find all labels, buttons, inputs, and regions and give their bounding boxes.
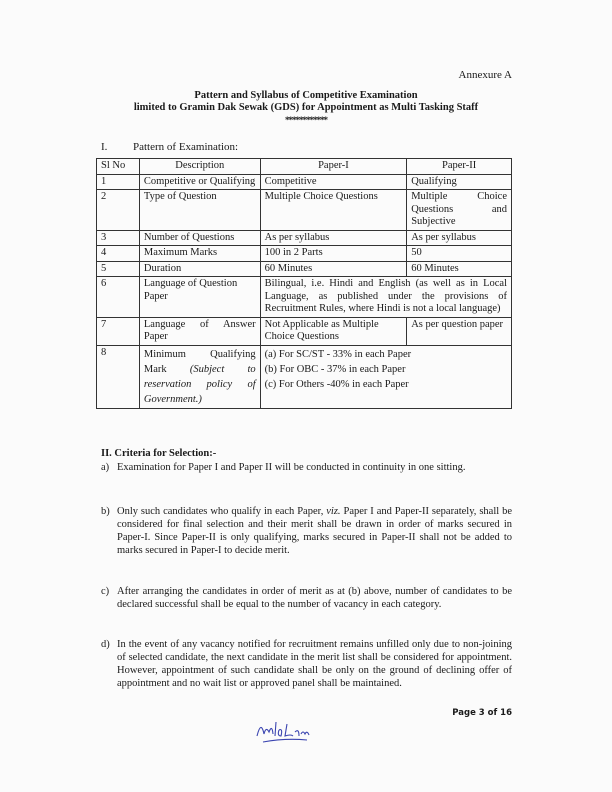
paper-1-cell: As per syllabus — [260, 230, 407, 246]
item-text-part: Only such candidates who qualify in each Paper, — [117, 506, 327, 517]
header-paper-2: Paper-II — [407, 159, 512, 175]
description-note: (Subject to reservation policy of Government.) — [143, 363, 256, 405]
section-number: I. — [101, 141, 108, 153]
sl-cell: 4 — [97, 246, 140, 262]
page-number: Page 3 of 16 — [452, 708, 512, 718]
item-text: After arranging the candidates in order of merit as at (b) above, number of candidates to be declared successful shall be equal to the number of vacancy in each category. — [117, 586, 512, 610]
sl-cell: 5 — [97, 261, 140, 277]
table-header-row — [97, 159, 512, 175]
paper-2-cell: Qualifying — [407, 174, 512, 190]
description-cell: Number of Questions — [139, 230, 260, 246]
sl-cell: 3 — [97, 230, 140, 246]
table-row — [97, 261, 512, 277]
exam-pattern-table — [96, 158, 512, 409]
qualifying-mark-obc: (b) For OBC - 37% in each Paper — [264, 363, 406, 375]
table-row — [97, 174, 512, 190]
table-row — [97, 317, 512, 345]
signature-icon — [255, 716, 315, 746]
paper-2-cell: As per question paper — [407, 317, 512, 345]
document-title: Pattern and Syllabus of Competitive Examination — [194, 90, 418, 101]
merged-paper-cell — [260, 345, 511, 408]
header-description: Description — [139, 159, 260, 175]
header-sl-no: Sl No — [97, 159, 140, 175]
item-text: In the event of any vacancy notified for recruitment remains unfilled only due to non-joining of selected candidate, the next candidate in the merit list shall be considered for appointment. However, appointment of such candidate shall be only on the ground of declining offer of appointment and no wait list or approved panel shall be maintained. — [117, 639, 512, 689]
sl-cell: 7 — [97, 317, 140, 345]
description-cell: Language of Answer Paper — [139, 317, 260, 345]
item-label: c) — [101, 586, 110, 597]
section-1-heading — [101, 141, 238, 153]
criteria-item-a — [101, 461, 512, 474]
description-cell: Type of Question — [139, 190, 260, 231]
description-cell: Competitive or Qualifying — [139, 174, 260, 190]
table-row — [97, 246, 512, 262]
item-text: Examination for Paper I and Paper II will be conducted in continuity in one sitting. — [117, 462, 466, 473]
table-row — [97, 277, 512, 318]
paper-1-cell: 100 in 2 Parts — [260, 246, 407, 262]
description-cell: Language of Question Paper — [139, 277, 260, 318]
description-cell: Maximum Marks — [139, 246, 260, 262]
annexure-label: Annexure A — [458, 69, 512, 81]
table-row — [97, 345, 512, 408]
criteria-item-c — [101, 585, 512, 611]
item-text-italic: viz. — [326, 506, 341, 517]
paper-1-cell: Competitive — [260, 174, 407, 190]
table-row — [97, 190, 512, 231]
criteria-item-d — [101, 638, 512, 690]
qualifying-mark-others: (c) For Others -40% in each Paper — [264, 378, 409, 390]
paper-2-cell: 60 Minutes — [407, 261, 512, 277]
description-text: Minimum Qualifying Mark — [143, 348, 256, 375]
paper-1-cell: Multiple Choice Questions — [260, 190, 407, 231]
section-title: Pattern of Examination: — [133, 141, 239, 153]
paper-2-cell: 50 — [407, 246, 512, 262]
document-subtitle: limited to Gramin Dak Sewak (GDS) for Appointment as Multi Tasking Staff — [133, 102, 479, 113]
table-row — [97, 230, 512, 246]
signature — [255, 716, 315, 751]
item-text — [117, 505, 512, 557]
paper-1-cell: Not Applicable as Multiple Choice Questions — [260, 317, 407, 345]
paper-1-cell: 60 Minutes — [260, 261, 407, 277]
item-label: b) — [101, 506, 110, 517]
description-cell — [139, 345, 260, 408]
sl-cell: 8 — [97, 345, 140, 408]
sl-cell: 6 — [97, 277, 140, 318]
item-label: a) — [101, 462, 110, 473]
item-label: d) — [101, 639, 110, 650]
description-cell: Duration — [139, 261, 260, 277]
paper-2-cell: Multiple Choice Questions and Subjective — [407, 190, 512, 231]
criteria-item-b — [101, 505, 512, 557]
header-paper-1: Paper-I — [260, 159, 407, 175]
item-text-part: Paper I and Paper-II separately, shall be considered for final selection and their merit shall be drawn in order of marks secured in Paper-I. Since Paper-II is only qualifying, marks secured in Paper-II shall not be added to marks secured in Paper-I to decide merit. — [117, 506, 512, 556]
sl-cell: 1 — [97, 174, 140, 190]
section-2-heading: II. Criteria for Selection:- — [101, 448, 217, 459]
qualifying-mark-sc-st: (a) For SC/ST - 33% in each Paper — [264, 348, 412, 360]
sl-cell: 2 — [97, 190, 140, 231]
title-divider: ************ — [285, 115, 327, 125]
merged-paper-cell: Bilingual, i.e. Hindi and English (as well as in Local Language, as published under the provisions of Recruitment Rules, where Hindi is not a local language) — [260, 277, 511, 318]
paper-2-cell: As per syllabus — [407, 230, 512, 246]
